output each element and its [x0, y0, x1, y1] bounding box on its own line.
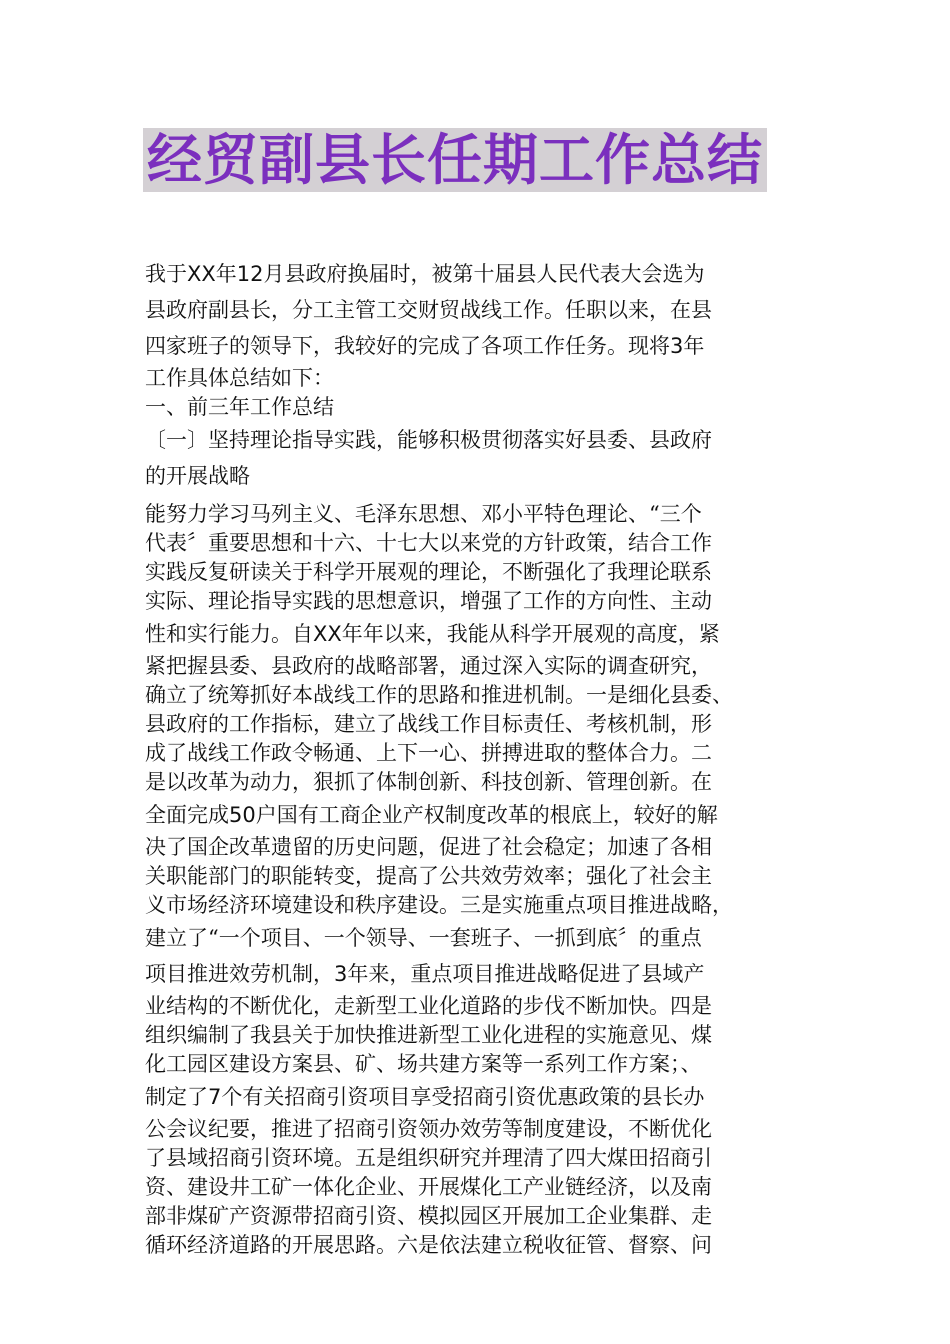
paragraph-line: 公会议纪要，推进了招商引资领办效劳等制度建设，不断优化: [145, 1117, 712, 1141]
paragraph-line: 资、建设井工矿一体化企业、开展煤化工产业链经济，以及南: [145, 1175, 712, 1199]
paragraph-line: 义市场经济环境建设和秩序建设。三是实施重点项目推进战略，: [145, 893, 733, 917]
paragraph-line: 项目推进效劳机制，3年来，重点项目推进战略促进了县域产: [145, 962, 705, 986]
paragraph-line: 化工园区建设方案县、矿、场共建方案等一系列工作方案；、: [145, 1052, 702, 1076]
document-body: [145, 256, 807, 1260]
paragraph-line: 确立了统筹抓好本战线工作的思路和推进机制。一是细化县委、: [145, 683, 733, 707]
paragraph-line: 制定了7个有关招商引资项目享受招商引资优惠政策的县长办: [145, 1085, 705, 1109]
section-heading: 一、前三年工作总结: [145, 395, 334, 419]
paragraph-line: 四家班子的领导下，我较好的完成了各项工作任务。现将3年: [145, 334, 705, 358]
paragraph-line: 工作具体总结如下：: [145, 366, 334, 390]
paragraph-line: 能努力学习马列主义、毛泽东思想、邓小平特色理论、“三个: [145, 502, 702, 526]
paragraph-line: 实践反复研读关于科学开展观的理论，不断强化了我理论联系: [145, 560, 712, 584]
paragraph-line: 部非煤矿产资源带招商引资、模拟园区开展加工企业集群、走: [145, 1204, 712, 1228]
paragraph-line: 紧把握县委、县政府的战略部署，通过深入实际的调查研究，: [145, 654, 712, 678]
paragraph-line: 决了国企改革遗留的历史问题，促进了社会稳定；加速了各相: [145, 835, 712, 859]
paragraph-line: 我于XX年12月县政府换届时，被第十届县人民代表大会选为: [145, 262, 705, 286]
paragraph-line: 了县域招商引资环境。五是组织研究并理清了四大煤田招商引: [145, 1146, 712, 1170]
subsection-heading: 〔一〕坚持理论指导实践，能够积极贯彻落实好县委、县政府: [145, 428, 712, 452]
paragraph-line: 全面完成50户国有工商企业产权制度改革的根底上，较好的解: [145, 803, 718, 827]
paragraph-line: 县政府副县长，分工主管工交财贸战线工作。任职以来，在县: [145, 298, 712, 322]
subsection-heading: 的开展战略: [145, 464, 250, 488]
paragraph-line: 关职能部门的职能转变，提高了公共效劳效率；强化了社会主: [145, 864, 712, 888]
paragraph-line: 代表〞重要思想和十六、十七大以来党的方针政策，结合工作: [145, 531, 712, 555]
paragraph-line: 性和实行能力。自XX年年以来，我能从科学开展观的高度，紧: [145, 622, 720, 646]
paragraph-line: 实际、理论指导实践的思想意识，增强了工作的方向性、主动: [145, 589, 712, 613]
paragraph-line: 循环经济道路的开展思路。六是依法建立税收征管、督察、问: [145, 1233, 712, 1257]
paragraph-line: 组织编制了我县关于加快推进新型工业化进程的实施意见、煤: [145, 1023, 712, 1047]
paragraph-line: 业结构的不断优化，走新型工业化道路的步伐不断加快。四是: [145, 994, 712, 1018]
paragraph-line: 成了战线工作政令畅通、上下一心、拼搏进取的整体合力。二: [145, 741, 712, 765]
paragraph-line: 建立了“一个项目、一个领导、一套班子、一抓到底〞的重点: [145, 926, 702, 950]
document-title: 经贸副县长任期工作总结: [143, 128, 767, 192]
paragraph-line: 县政府的工作指标，建立了战线工作目标责任、考核机制，形: [145, 712, 712, 736]
paragraph-line: 是以改革为动力，狠抓了体制创新、科技创新、管理创新。在: [145, 770, 712, 794]
